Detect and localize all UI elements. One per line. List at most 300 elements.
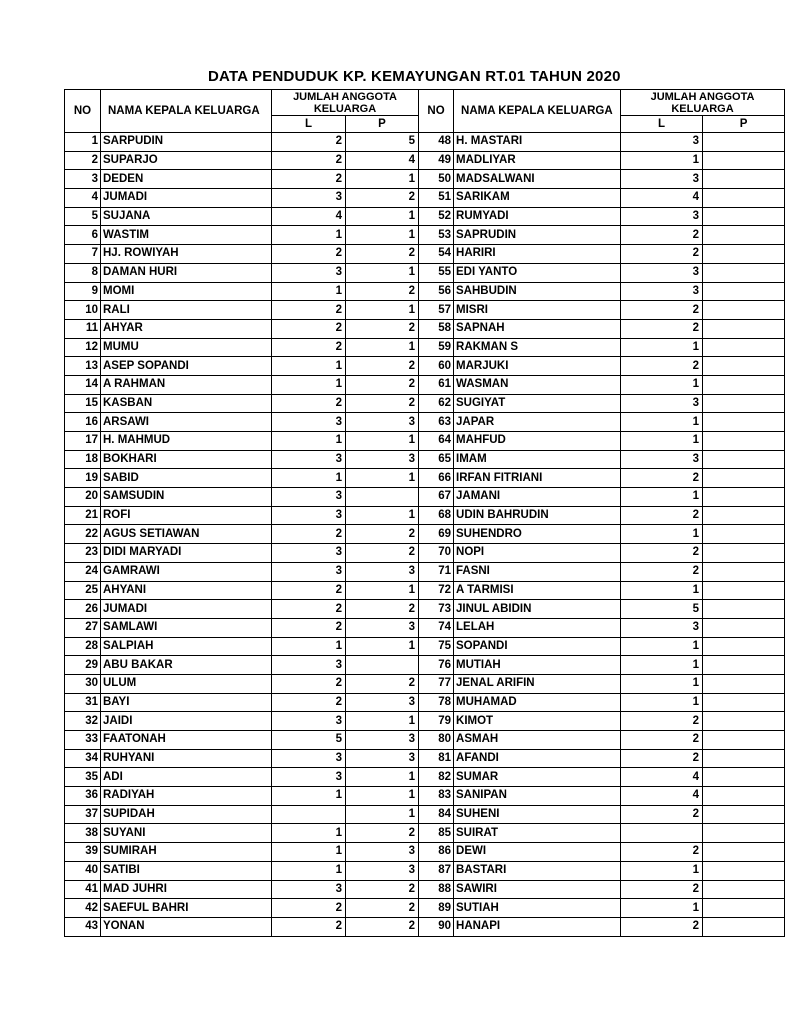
right-no-cell: 84 (419, 805, 454, 824)
left-no-cell: 19 (65, 469, 101, 488)
right-name-cell: JINUL ABIDIN (454, 600, 621, 619)
left-p-cell (346, 488, 419, 507)
table-row (65, 151, 785, 170)
left-l-cell: 2 (272, 394, 346, 413)
left-name-cell: SUPIDAH (101, 805, 272, 824)
left-p-cell: 1 (346, 170, 419, 189)
left-p-cell: 1 (346, 581, 419, 600)
right-no-cell: 75 (419, 637, 454, 656)
table-row (65, 338, 785, 357)
right-p-cell (703, 245, 785, 264)
header-nama-left: NAMA KEPALA KELUARGA (101, 90, 272, 133)
left-p-cell: 2 (346, 245, 419, 264)
right-p-cell (703, 843, 785, 862)
header-nama-right: NAMA KEPALA KELUARGA (454, 90, 621, 133)
right-no-cell: 53 (419, 226, 454, 245)
left-p-cell: 1 (346, 787, 419, 806)
document-title: DATA PENDUDUK KP. KEMAYUNGAN RT.01 TAHUN 2020 (208, 68, 621, 85)
right-name-cell: SAPRUDIN (454, 226, 621, 245)
right-name-cell: EDI YANTO (454, 263, 621, 282)
right-l-cell: 2 (621, 301, 703, 320)
right-l-cell: 1 (621, 674, 703, 693)
left-l-cell: 2 (272, 319, 346, 338)
right-no-cell: 61 (419, 375, 454, 394)
right-p-cell (703, 712, 785, 731)
left-l-cell: 3 (272, 413, 346, 432)
table-row (65, 824, 785, 843)
left-l-cell: 2 (272, 170, 346, 189)
left-l-cell: 2 (272, 899, 346, 918)
right-p-cell (703, 581, 785, 600)
left-no-cell: 28 (65, 637, 101, 656)
right-name-cell: MISRI (454, 301, 621, 320)
left-no-cell: 4 (65, 189, 101, 208)
right-no-cell: 72 (419, 581, 454, 600)
left-p-cell: 1 (346, 207, 419, 226)
right-l-cell: 3 (621, 618, 703, 637)
right-p-cell (703, 600, 785, 619)
table-row (65, 749, 785, 768)
right-l-cell: 1 (621, 525, 703, 544)
right-name-cell: A TARMISI (454, 581, 621, 600)
right-l-cell: 1 (621, 413, 703, 432)
left-l-cell: 1 (272, 357, 346, 376)
left-p-cell: 1 (346, 768, 419, 787)
right-name-cell: MADSALWANI (454, 170, 621, 189)
left-p-cell: 1 (346, 469, 419, 488)
right-name-cell: MAHFUD (454, 432, 621, 451)
right-l-cell: 2 (621, 357, 703, 376)
left-l-cell: 3 (272, 189, 346, 208)
right-p-cell (703, 917, 785, 936)
right-l-cell: 1 (621, 338, 703, 357)
right-l-cell: 4 (621, 768, 703, 787)
right-no-cell: 48 (419, 133, 454, 152)
left-l-cell: 4 (272, 207, 346, 226)
left-p-cell: 3 (346, 861, 419, 880)
left-p-cell: 2 (346, 189, 419, 208)
header-p-right: P (703, 116, 785, 133)
left-no-cell: 17 (65, 432, 101, 451)
right-p-cell (703, 263, 785, 282)
left-p-cell: 2 (346, 544, 419, 563)
right-no-cell: 69 (419, 525, 454, 544)
left-name-cell: AHYANI (101, 581, 272, 600)
right-l-cell: 1 (621, 488, 703, 507)
right-l-cell: 1 (621, 899, 703, 918)
left-p-cell: 2 (346, 375, 419, 394)
left-no-cell: 43 (65, 917, 101, 936)
right-name-cell: SUTIAH (454, 899, 621, 918)
left-no-cell: 10 (65, 301, 101, 320)
header-p-left: P (346, 116, 419, 133)
left-name-cell: HJ. ROWIYAH (101, 245, 272, 264)
table-row (65, 581, 785, 600)
table-row (65, 805, 785, 824)
left-name-cell: SAEFUL BAHRI (101, 899, 272, 918)
table-row (65, 899, 785, 918)
right-l-cell: 3 (621, 207, 703, 226)
left-l-cell: 3 (272, 712, 346, 731)
right-name-cell: MARJUKI (454, 357, 621, 376)
left-l-cell: 3 (272, 656, 346, 675)
table-row (65, 469, 785, 488)
left-no-cell: 25 (65, 581, 101, 600)
left-p-cell: 3 (346, 693, 419, 712)
right-p-cell (703, 656, 785, 675)
left-name-cell: KASBAN (101, 394, 272, 413)
table-row (65, 861, 785, 880)
left-name-cell: SAMSUDIN (101, 488, 272, 507)
right-name-cell: H. MASTARI (454, 133, 621, 152)
left-no-cell: 11 (65, 319, 101, 338)
right-p-cell (703, 301, 785, 320)
table-row (65, 245, 785, 264)
right-name-cell: RAKMAN S (454, 338, 621, 357)
right-p-cell (703, 749, 785, 768)
left-p-cell: 2 (346, 824, 419, 843)
header-no-left: NO (65, 90, 101, 133)
left-p-cell: 2 (346, 674, 419, 693)
left-p-cell: 2 (346, 282, 419, 301)
table-row (65, 525, 785, 544)
left-name-cell: A RAHMAN (101, 375, 272, 394)
left-name-cell: MUMU (101, 338, 272, 357)
left-no-cell: 7 (65, 245, 101, 264)
table-row (65, 600, 785, 619)
left-l-cell: 3 (272, 562, 346, 581)
right-p-cell (703, 282, 785, 301)
table-row (65, 207, 785, 226)
table-row (65, 170, 785, 189)
table-row (65, 637, 785, 656)
left-p-cell: 1 (346, 637, 419, 656)
table-row (65, 189, 785, 208)
right-l-cell: 1 (621, 637, 703, 656)
table-row (65, 413, 785, 432)
left-name-cell: H. MAHMUD (101, 432, 272, 451)
left-name-cell: SATIBI (101, 861, 272, 880)
right-p-cell (703, 525, 785, 544)
left-no-cell: 5 (65, 207, 101, 226)
right-p-cell (703, 413, 785, 432)
right-p-cell (703, 450, 785, 469)
right-p-cell (703, 338, 785, 357)
left-p-cell: 2 (346, 917, 419, 936)
left-p-cell: 2 (346, 357, 419, 376)
left-l-cell: 2 (272, 245, 346, 264)
table-row (65, 319, 785, 338)
left-name-cell: ARSAWI (101, 413, 272, 432)
table-row (65, 394, 785, 413)
left-l-cell: 2 (272, 600, 346, 619)
right-l-cell: 2 (621, 712, 703, 731)
right-p-cell (703, 488, 785, 507)
left-name-cell: JUMADI (101, 600, 272, 619)
left-no-cell: 40 (65, 861, 101, 880)
left-p-cell: 3 (346, 749, 419, 768)
left-no-cell: 30 (65, 674, 101, 693)
left-no-cell: 6 (65, 226, 101, 245)
right-l-cell: 3 (621, 263, 703, 282)
left-name-cell: SUJANA (101, 207, 272, 226)
right-no-cell: 90 (419, 917, 454, 936)
right-name-cell: UDIN BAHRUDIN (454, 506, 621, 525)
right-p-cell (703, 394, 785, 413)
left-no-cell: 37 (65, 805, 101, 824)
right-no-cell: 70 (419, 544, 454, 563)
right-name-cell: ASMAH (454, 731, 621, 750)
left-name-cell: MOMI (101, 282, 272, 301)
right-name-cell: AFANDI (454, 749, 621, 768)
right-no-cell: 56 (419, 282, 454, 301)
table-row (65, 263, 785, 282)
right-l-cell: 1 (621, 151, 703, 170)
left-name-cell: RALI (101, 301, 272, 320)
right-l-cell: 2 (621, 506, 703, 525)
left-name-cell: AHYAR (101, 319, 272, 338)
right-name-cell: DEWI (454, 843, 621, 862)
right-no-cell: 71 (419, 562, 454, 581)
left-name-cell: SARPUDIN (101, 133, 272, 152)
right-p-cell (703, 133, 785, 152)
left-name-cell: SUPARJO (101, 151, 272, 170)
right-no-cell: 87 (419, 861, 454, 880)
right-l-cell: 1 (621, 861, 703, 880)
header-l-left: L (272, 116, 346, 133)
right-p-cell (703, 861, 785, 880)
left-p-cell: 1 (346, 226, 419, 245)
right-name-cell: JAPAR (454, 413, 621, 432)
right-l-cell: 2 (621, 805, 703, 824)
right-p-cell (703, 151, 785, 170)
table-row (65, 226, 785, 245)
left-no-cell: 21 (65, 506, 101, 525)
table-row (65, 880, 785, 899)
right-p-cell (703, 731, 785, 750)
left-name-cell: YONAN (101, 917, 272, 936)
left-name-cell: ADI (101, 768, 272, 787)
right-no-cell: 76 (419, 656, 454, 675)
left-no-cell: 29 (65, 656, 101, 675)
left-l-cell: 2 (272, 674, 346, 693)
left-p-cell: 2 (346, 525, 419, 544)
right-p-cell (703, 805, 785, 824)
table-row (65, 712, 785, 731)
left-l-cell: 3 (272, 506, 346, 525)
right-name-cell: SAHBUDIN (454, 282, 621, 301)
right-no-cell: 54 (419, 245, 454, 264)
right-name-cell: JENAL ARIFIN (454, 674, 621, 693)
table-row (65, 917, 785, 936)
left-no-cell: 14 (65, 375, 101, 394)
left-name-cell: DAMAN HURI (101, 263, 272, 282)
right-no-cell: 82 (419, 768, 454, 787)
left-name-cell: SUMIRAH (101, 843, 272, 862)
left-no-cell: 38 (65, 824, 101, 843)
right-name-cell: SUHENDRO (454, 525, 621, 544)
left-l-cell: 2 (272, 525, 346, 544)
left-no-cell: 1 (65, 133, 101, 152)
left-no-cell: 35 (65, 768, 101, 787)
right-p-cell (703, 170, 785, 189)
right-p-cell (703, 562, 785, 581)
left-no-cell: 34 (65, 749, 101, 768)
table-row (65, 133, 785, 152)
right-l-cell: 1 (621, 432, 703, 451)
right-l-cell: 3 (621, 133, 703, 152)
left-name-cell: RUHYANI (101, 749, 272, 768)
right-p-cell (703, 693, 785, 712)
population-table (64, 89, 785, 937)
left-name-cell: SUYANI (101, 824, 272, 843)
right-no-cell: 50 (419, 170, 454, 189)
right-name-cell: FASNI (454, 562, 621, 581)
left-no-cell: 15 (65, 394, 101, 413)
left-l-cell: 3 (272, 488, 346, 507)
right-l-cell: 2 (621, 245, 703, 264)
right-no-cell: 52 (419, 207, 454, 226)
left-l-cell: 1 (272, 824, 346, 843)
left-no-cell: 36 (65, 787, 101, 806)
right-name-cell: SUMAR (454, 768, 621, 787)
table-row (65, 301, 785, 320)
right-p-cell (703, 637, 785, 656)
right-no-cell: 66 (419, 469, 454, 488)
right-name-cell: HARIRI (454, 245, 621, 264)
left-p-cell: 1 (346, 263, 419, 282)
left-l-cell: 5 (272, 731, 346, 750)
right-no-cell: 77 (419, 674, 454, 693)
right-l-cell: 2 (621, 226, 703, 245)
right-l-cell: 1 (621, 375, 703, 394)
left-l-cell (272, 805, 346, 824)
right-no-cell: 59 (419, 338, 454, 357)
left-l-cell: 3 (272, 880, 346, 899)
left-l-cell: 2 (272, 301, 346, 320)
left-no-cell: 32 (65, 712, 101, 731)
left-p-cell: 3 (346, 843, 419, 862)
left-name-cell: WASTIM (101, 226, 272, 245)
right-no-cell: 68 (419, 506, 454, 525)
left-name-cell: ABU BAKAR (101, 656, 272, 675)
right-name-cell: RUMYADI (454, 207, 621, 226)
right-name-cell: SOPANDI (454, 637, 621, 656)
table-row (65, 375, 785, 394)
left-no-cell: 27 (65, 618, 101, 637)
population-table-viewport (64, 89, 755, 949)
left-name-cell: GAMRAWI (101, 562, 272, 581)
left-name-cell: ROFI (101, 506, 272, 525)
left-p-cell: 3 (346, 450, 419, 469)
left-no-cell: 18 (65, 450, 101, 469)
left-p-cell: 2 (346, 880, 419, 899)
header-l-right: L (621, 116, 703, 133)
right-name-cell: IMAM (454, 450, 621, 469)
right-no-cell: 78 (419, 693, 454, 712)
left-l-cell: 2 (272, 693, 346, 712)
left-no-cell: 24 (65, 562, 101, 581)
right-l-cell: 4 (621, 787, 703, 806)
left-p-cell: 2 (346, 600, 419, 619)
left-name-cell: JUMADI (101, 189, 272, 208)
left-no-cell: 26 (65, 600, 101, 619)
left-no-cell: 12 (65, 338, 101, 357)
table-row (65, 506, 785, 525)
right-name-cell: SUIRAT (454, 824, 621, 843)
left-no-cell: 16 (65, 413, 101, 432)
right-no-cell: 62 (419, 394, 454, 413)
right-no-cell: 60 (419, 357, 454, 376)
right-no-cell: 73 (419, 600, 454, 619)
right-p-cell (703, 469, 785, 488)
left-name-cell: JAIDI (101, 712, 272, 731)
left-no-cell: 42 (65, 899, 101, 918)
right-no-cell: 58 (419, 319, 454, 338)
right-l-cell: 3 (621, 450, 703, 469)
left-no-cell: 39 (65, 843, 101, 862)
right-l-cell (621, 824, 703, 843)
right-l-cell: 2 (621, 469, 703, 488)
right-name-cell: LELAH (454, 618, 621, 637)
right-p-cell (703, 357, 785, 376)
left-l-cell: 3 (272, 450, 346, 469)
left-name-cell: BAYI (101, 693, 272, 712)
right-no-cell: 80 (419, 731, 454, 750)
right-name-cell: WASMAN (454, 375, 621, 394)
left-no-cell: 20 (65, 488, 101, 507)
table-row (65, 843, 785, 862)
right-no-cell: 81 (419, 749, 454, 768)
left-p-cell: 1 (346, 805, 419, 824)
table-row (65, 357, 785, 376)
left-name-cell: AGUS SETIAWAN (101, 525, 272, 544)
right-name-cell: MUHAMAD (454, 693, 621, 712)
right-p-cell (703, 207, 785, 226)
right-l-cell: 1 (621, 656, 703, 675)
right-name-cell: HANAPI (454, 917, 621, 936)
right-no-cell: 89 (419, 899, 454, 918)
right-l-cell: 2 (621, 843, 703, 862)
left-name-cell: DEDEN (101, 170, 272, 189)
right-name-cell: MADLIYAR (454, 151, 621, 170)
right-l-cell: 5 (621, 600, 703, 619)
left-p-cell: 1 (346, 712, 419, 731)
right-name-cell: SAWIRI (454, 880, 621, 899)
right-no-cell: 86 (419, 843, 454, 862)
left-p-cell: 3 (346, 562, 419, 581)
left-name-cell: MAD JUHRI (101, 880, 272, 899)
left-no-cell: 31 (65, 693, 101, 712)
right-no-cell: 88 (419, 880, 454, 899)
left-l-cell: 3 (272, 263, 346, 282)
right-l-cell: 2 (621, 319, 703, 338)
left-name-cell: ASEP SOPANDI (101, 357, 272, 376)
left-l-cell: 1 (272, 226, 346, 245)
left-p-cell: 1 (346, 506, 419, 525)
left-name-cell: SAMLAWI (101, 618, 272, 637)
right-name-cell: SAPNAH (454, 319, 621, 338)
left-p-cell: 1 (346, 301, 419, 320)
left-l-cell: 2 (272, 151, 346, 170)
left-l-cell: 1 (272, 637, 346, 656)
right-l-cell: 2 (621, 749, 703, 768)
right-no-cell: 79 (419, 712, 454, 731)
header-jumlah-right-line1: JUMLAH ANGGOTA (650, 91, 755, 103)
right-name-cell: SUHENI (454, 805, 621, 824)
table-row (65, 432, 785, 451)
left-p-cell (346, 656, 419, 675)
